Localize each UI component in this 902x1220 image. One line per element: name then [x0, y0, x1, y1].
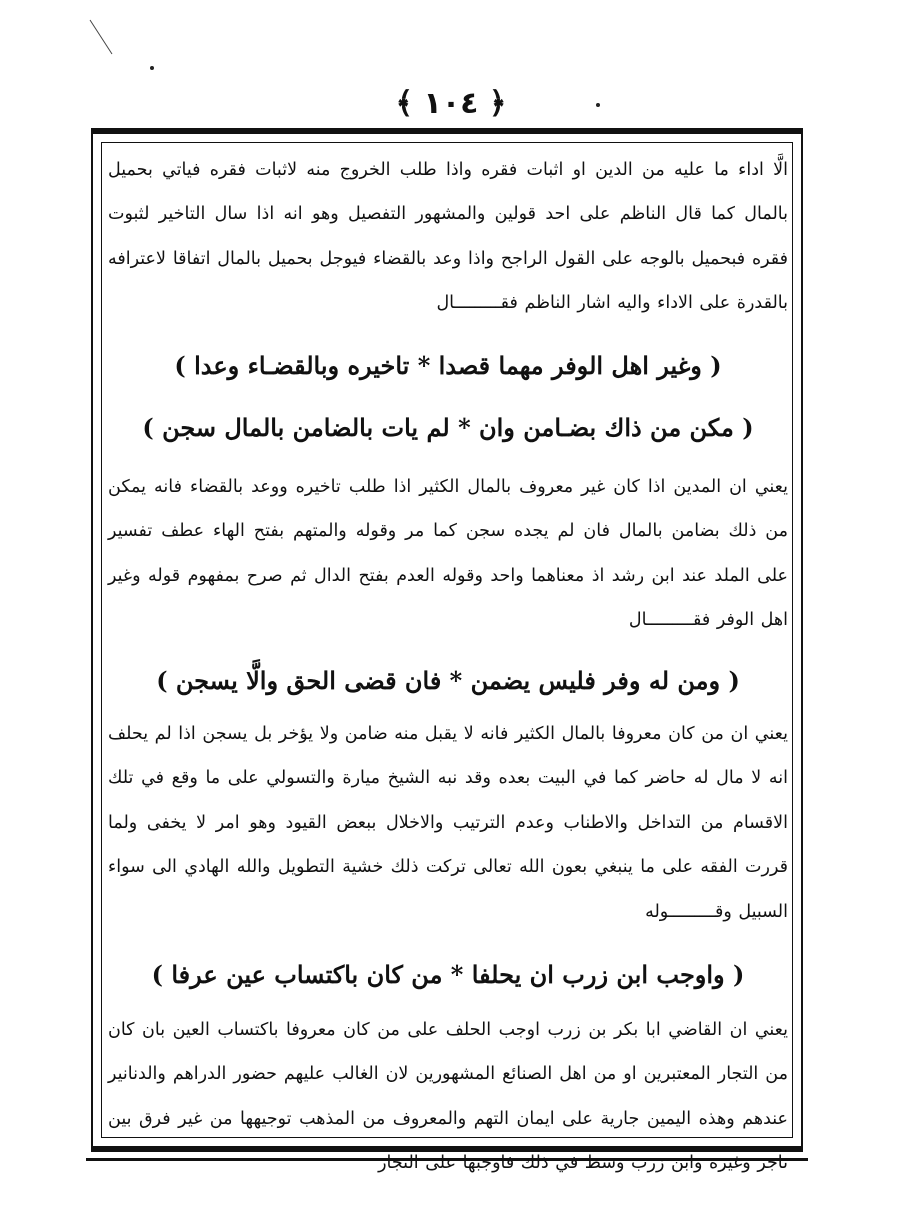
verse-line: ( وغير اهل الوفر مهما قصدا * تاخيره وبالقضـاء وعدا ) — [174, 351, 722, 380]
ink-speck — [150, 66, 154, 70]
verse-line: ( واوجب ابن زرب ان يحلفا * من كان باكتساب عين عرفا ) — [151, 960, 745, 989]
margin-scratch-mark — [88, 18, 118, 58]
commentary-paragraph: يعني ان المدين اذا كان غير معروف بالمال الكثير اذا طلب تاخيره ووعد بالقضاء فانه يمكن من ذلك بضامن بالمال فان لم يجده سجن كما مر وقوله والمتهم بفتح الهاء عطف تفسير على الملد عند ابن رشد اذ معناهما واحد وقوله العدم بفتح الدال ثم صرح بمفهوم قوله وغير اهل الوفر فقـــــــــال — [108, 477, 788, 631]
commentary-paragraph: يعني ان من كان معروفا بالمال الكثير فانه لا يقبل منه ضامن ولا يؤخر بل يسجن اذا لم يحلف انه لا مال له حاضر كما في البيت بعده وقد نبه الشيخ ميارة والتسولي على ما وقع في تلك الاقسام من التداخل والاطناب وعدم الترتيب والاخلال ببعض القيود وهو امر لا يخفى ولما قررت الفقه على ما ينبغي بعون الله تعالى تركت ذلك خشية التطويل والله الهادي الى سواء السبيل وقـــــــــوله — [108, 724, 788, 922]
commentary-paragraph: يعني ان القاضي ابا بكر بن زرب اوجب الحلف على من كان معروفا باكتساب العين بان كان من التجار المعتبرين او من اهل الصنائع المشهورين لان الغالب عليهم حضور الدراهم والدنانير عندهم وهذه اليمين جارية على ايمان التهم والمعروف من المذهب توجيهها من غير فرق بين تاجر وغيره وابن زرب وسط في ذلك فاوجبها على التجار — [108, 1020, 788, 1174]
commentary-paragraph: الَّا اداء ما عليه من الدين او اثبات فقره واذا طلب الخروج منه لاثبات فقره فياتي بحميل بالمال كما قال الناظم على احد قولين والمشهور التفصيل وهو انه اذا سال التاخير لثبوت فقره فبحميل بالوجه على القول الراجح واذا وعد بالقضاء فيوجل بحميل بالمال اتفاقا لاعترافه بالقدرة على الاداء واليه اشار الناظم فقـــــــــال — [108, 160, 788, 314]
page-content — [108, 148, 788, 1220]
page-number: ﴿ ١٠٤ ﴾ — [395, 86, 507, 121]
verse-line: ( مكن من ذاك بضـامن وان * لم يات بالضامن بالمال سجن ) — [142, 413, 754, 442]
verse-line: ( ومن له وفر فليس يضمن * فان قضى الحق والَّا يسجن ) — [156, 666, 740, 695]
